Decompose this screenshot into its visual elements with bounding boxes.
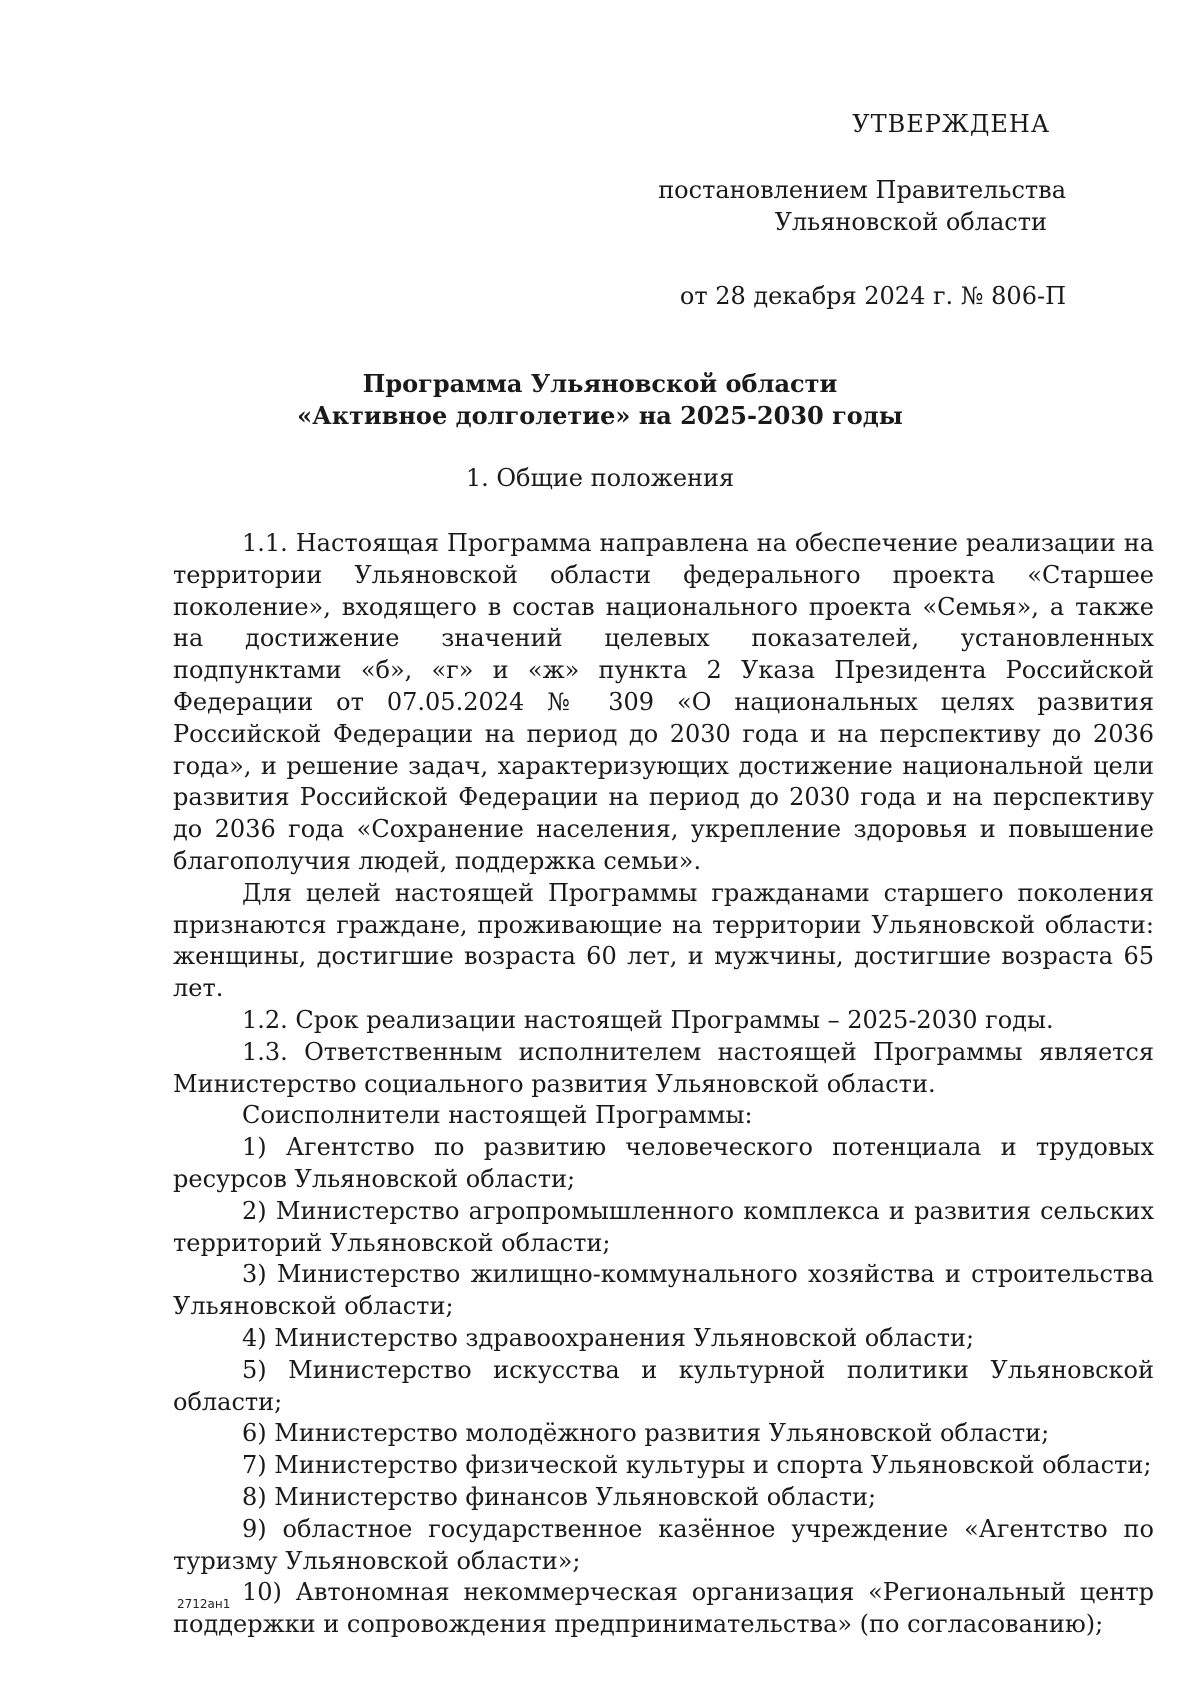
- approval-date-number: от 28 декабря 2024 г. № 806-П: [679, 282, 1066, 310]
- co-executor-item: 3) Министерство жилищно-коммунального хозяйства и строительства Ульяновской области;: [173, 1260, 1154, 1321]
- approval-issuer-line-1: постановлением Правительства: [658, 176, 1066, 204]
- co-executors-heading: Соисполнители настоящей Программы:: [242, 1101, 753, 1130]
- paragraph-1-1: 1.1. Настоящая Программа направлена на обеспечение реализации на территории Ульяновской области федерального проекта «Старшее поколение», входящего в состав национального проекта «Семья», а также на достижение значений целевых показателей, установленных подпунктами «б», «г» и «ж» пункта 2 Указа Президента Российской Федерации от 07.05.2024 № 309 «О национальных целях развития Российской Федерации на период до 2030 года и на перспективу до 2036 года», и решение задач, характеризующих достижение национальной цели развития Российской Федерации на период до 2030 года и на перспективу до 2036 года «Сохранение населения, укрепление здоровья и повышение благополучия людей, поддержка семьи».: [173, 529, 1154, 875]
- co-executor-item: 9) областное государственное казённое учреждение «Агентство по туризму Ульяновской области»;: [173, 1514, 1154, 1575]
- paragraph-1-3: 1.3. Ответственным исполнителем настоящей Программы является Министерство социального развития Ульяновской области.: [173, 1037, 1154, 1098]
- approval-issuer-line-2: Ульяновской области: [774, 208, 1047, 236]
- paragraph-1-2: 1.2. Срок реализации настоящей Программы – 2025-2030 годы.: [242, 1005, 1054, 1034]
- approval-title: УТВЕРЖДЕНА: [852, 110, 1050, 138]
- document-code: 2712ан1: [177, 1597, 231, 1611]
- co-executor-item: 8) Министерство финансов Ульяновской области;: [242, 1482, 877, 1511]
- co-executor-item: 1) Агентство по развитию человеческого потенциала и трудовых ресурсов Ульяновской области;: [173, 1133, 1154, 1193]
- document-title-line-2: «Активное долголетие» на 2025-2030 годы: [297, 401, 903, 430]
- co-executor-item: 2) Министерство агропромышленного комплекса и развития сельских территорий Ульяновской области;: [173, 1196, 1154, 1257]
- co-executor-item: 7) Министерство физической культуры и спорта Ульяновской области;: [242, 1451, 1152, 1480]
- paragraph-definition: Для целей настоящей Программы гражданами старшего поколения признаются граждане, проживающие на территории Ульяновской области: женщины, достигшие возраста 60 лет, и мужчины, достигшие возраста 65 лет.: [173, 878, 1154, 1003]
- co-executor-item: 5) Министерство искусства и культурной политики Ульяновской области;: [173, 1355, 1154, 1416]
- document-title-line-1: Программа Ульяновской области: [362, 369, 838, 398]
- section-heading: 1. Общие положения: [465, 464, 735, 492]
- document-body: [173, 528, 1154, 1641]
- co-executor-item: 6) Министерство молодёжного развития Ульяновской области;: [242, 1419, 1050, 1448]
- co-executor-item: 4) Министерство здравоохранения Ульяновской области;: [242, 1323, 975, 1352]
- co-executor-item: 10) Автономная некоммерческая организация «Региональный центр поддержки и сопровождения предпринимательства» (по согласованию);: [173, 1578, 1154, 1639]
